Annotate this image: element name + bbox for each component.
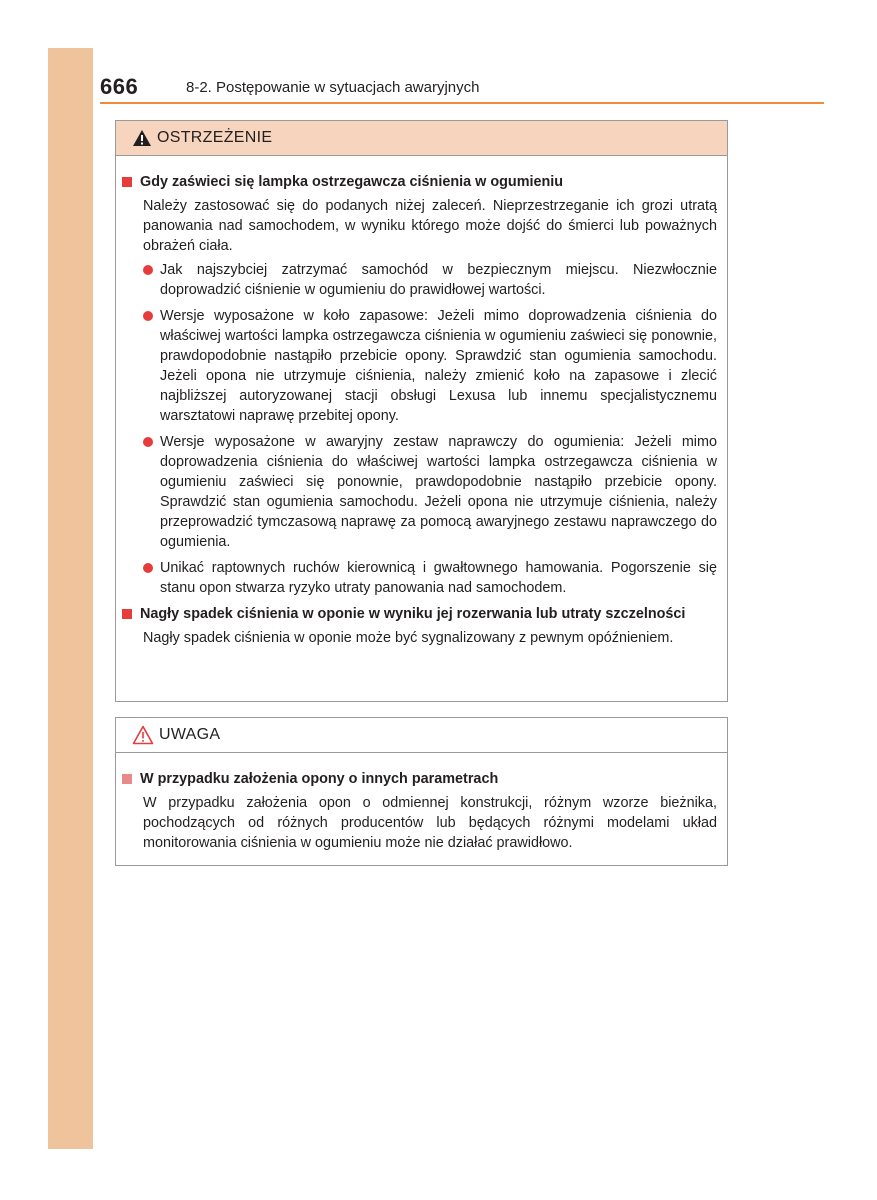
topic-text: W przypadku założenia opon o odmiennej konstrukcji, różnym wzorze bieżnika, pochodzących od różnych producentów lub będących różnymi modelami układ monitorowania ciśnienia w ogumieniu może nie działać prawidłowo. <box>143 795 717 851</box>
warning-box <box>115 120 728 702</box>
caution-box-header <box>116 718 727 753</box>
warning-box-header <box>116 121 727 156</box>
list-item-text: Wersje wyposażone w awaryjny zestaw naprawczy do ogumienia: Jeżeli mimo doprowadzenia ciśnienia do właściwej wartości lampka ostrzegawcza ciśnienia w ogumieniu zaświeci się ponownie, prawdopodobnie nastąpiło przebicie opony. Sprawdzić stan ogumienia samochodu. Jeżeli opona nie utrzymuje ciśnienia, należy przeprowadzić tymczasową naprawę za pomocą awaryjnego zestawu naprawczego do ogumienia. <box>160 434 717 550</box>
list-item-text: Jak najszybciej zatrzymać samochód w bezpiecznym miejscu. Niezwłocznie doprowadzić ciśnienie w ogumieniu do prawidłowej wartości. <box>160 262 717 298</box>
topic-heading <box>122 172 717 192</box>
list-item <box>143 260 717 300</box>
topic-heading-text: Nagły spadek ciśnienia w oponie w wyniku jej rozerwania lub utraty szczelności <box>140 606 686 622</box>
list-item-text: Wersje wyposażone w koło zapasowe: Jeżeli mimo doprowadzenia ciśnienia do właściwej wartości lampka ostrzegawcza ciśnienia w ogumieniu zaświeci się ponownie, prawdopodobnie nastąpiło przebicie opony. Sprawdzić stan ogumienia samochodu. Jeżeli opona nie utrzymuje ciśnienia, należy zmienić koło na zapasowe i zlecić najbliższej autoryzowanej stacji obsługi Lexusa lub innemu specjalistycznemu warsztatowi naprawę przebitej opony. <box>160 308 717 424</box>
list-item <box>143 558 717 598</box>
caution-box-title: UWAGA <box>159 726 221 743</box>
topic-heading <box>122 769 717 789</box>
topic-heading-text: W przypadku założenia opony o innych parametrach <box>140 771 499 787</box>
caution-triangle-icon <box>132 725 154 745</box>
round-bullet-icon <box>143 437 153 447</box>
square-bullet-icon <box>122 609 132 619</box>
list-item-text: Unikać raptownych ruchów kierownicą i gwałtownego hamowania. Pogorszenie się stanu opon stwarza ryzyko utraty panowania nad samochodem. <box>160 560 717 596</box>
list-item <box>143 432 717 552</box>
topic-heading-text: Gdy zaświeci się lampka ostrzegawcza ciśnienia w ogumieniu <box>140 174 564 190</box>
caution-box <box>115 717 728 866</box>
page-number: 666 <box>100 74 139 99</box>
header-rule <box>100 102 824 104</box>
page-header <box>100 74 824 104</box>
topic-heading <box>122 604 717 624</box>
warning-box-body <box>116 156 727 648</box>
warning-box-title: OSTRZEŻENIE <box>157 129 273 146</box>
side-tab <box>48 48 93 1149</box>
topic-text: Należy zastosować się do podanych niżej zaleceń. Nieprzestrzeganie ich grozi utratą panowania nad samochodem, w wyniku którego może dojść do śmierci lub poważnych obrażeń ciała. <box>143 198 717 254</box>
list-item <box>143 306 717 426</box>
round-bullet-icon <box>143 563 153 573</box>
round-bullet-icon <box>143 265 153 275</box>
round-bullet-icon <box>143 311 153 321</box>
square-bullet-icon <box>122 774 132 784</box>
topic-text: Nagły spadek ciśnienia w oponie może być sygnalizowany z pewnym opóźnieniem. <box>143 630 674 646</box>
square-bullet-icon <box>122 177 132 187</box>
caution-box-body <box>116 753 727 853</box>
section-title: 8-2. Postępowanie w sytuacjach awaryjnych <box>186 79 480 96</box>
warning-triangle-icon <box>132 129 152 147</box>
